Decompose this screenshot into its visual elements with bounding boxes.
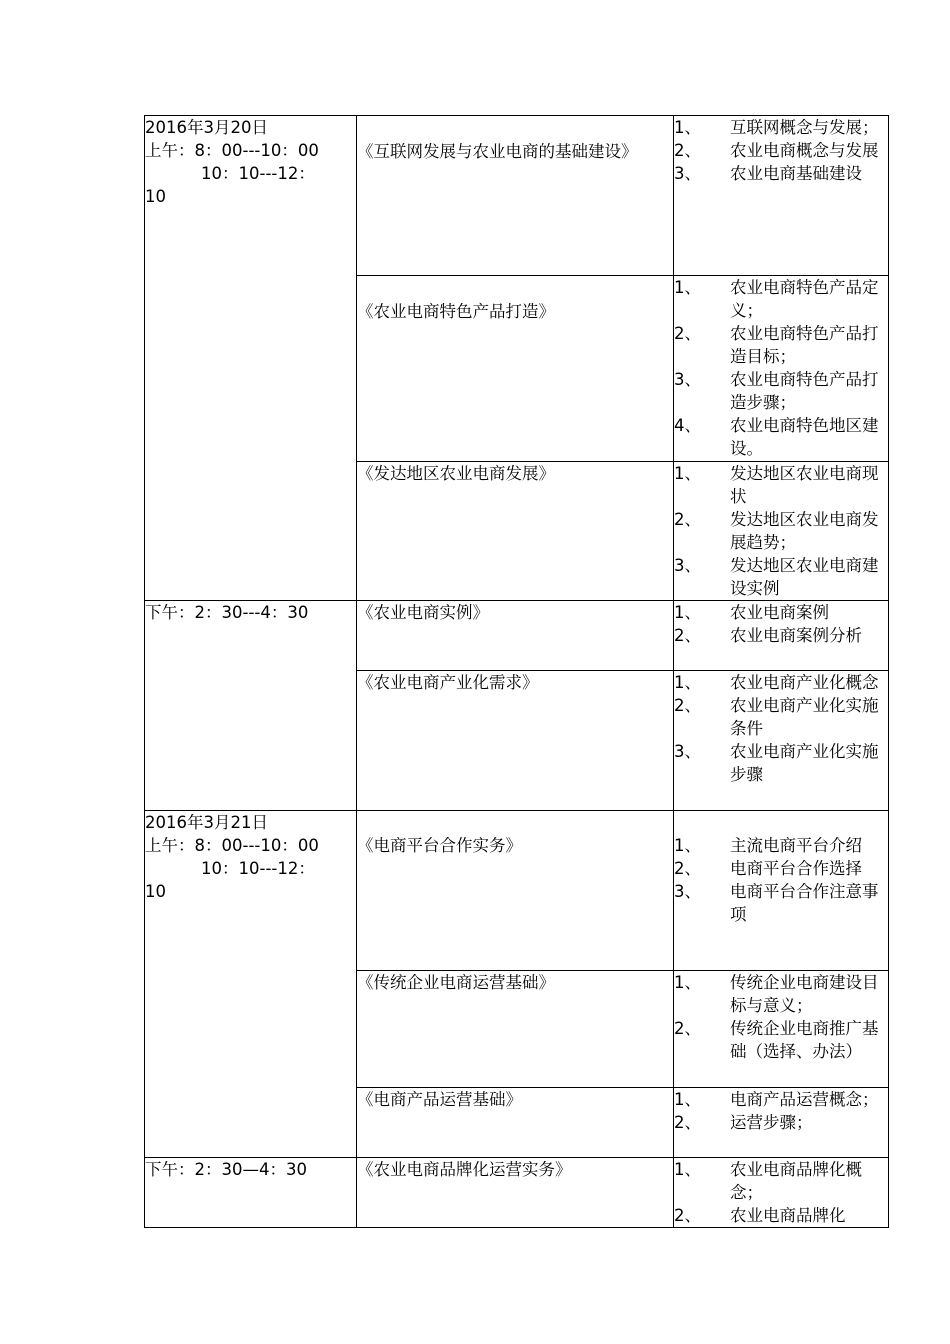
item-number: 1、 (674, 1090, 701, 1109)
item-number: 3、 (674, 882, 701, 901)
item-text: 互联网概念与发展； (730, 118, 879, 137)
course-title: 《发达地区农业电商发展》 (357, 462, 674, 601)
list-item (674, 276, 888, 322)
course-title: 《农业电商产业化需求》 (357, 671, 674, 811)
item-number: 2、 (674, 626, 701, 645)
list-item (674, 554, 888, 600)
course-title: 《电商平台合作实务》 (357, 811, 674, 971)
time-line: 10 (145, 187, 166, 206)
item-text: 发达地区农业电商现状 (730, 464, 879, 506)
item-text: 农业电商特色产品打造步骤； (730, 370, 879, 412)
time-line: 下午：2：30---4：30 (145, 603, 309, 622)
time-line: 下午：2：30—4：30 (145, 1160, 307, 1179)
item-number: 2、 (674, 696, 701, 715)
list-item (674, 322, 888, 368)
item-text: 传统企业电商建设目标与意义； (730, 973, 879, 1015)
item-number: 4、 (674, 416, 701, 435)
list-item (674, 162, 888, 185)
time-line: 10：10---12： (201, 164, 315, 183)
list-item (674, 116, 888, 139)
item-number: 2、 (674, 141, 701, 160)
points-cell (674, 276, 889, 462)
item-text: 农业电商特色地区建设。 (730, 416, 879, 458)
item-text: 农业电商品牌化 (730, 1206, 846, 1225)
list-item (674, 1017, 888, 1063)
list-item (674, 601, 888, 624)
item-number: 1、 (674, 1160, 701, 1179)
item-number: 1、 (674, 973, 701, 992)
course-title: 《农业电商品牌化运营实务》 (357, 1158, 674, 1228)
item-text: 农业电商基础建设 (730, 164, 862, 183)
item-number: 1、 (674, 278, 701, 297)
item-number: 2、 (674, 1019, 701, 1038)
time-line: 上午：8：00---10：00 (145, 141, 319, 160)
points-cell (674, 1158, 889, 1228)
course-title: 《农业电商特色产品打造》 (357, 276, 674, 462)
time-cell (145, 1158, 357, 1228)
points-cell (674, 462, 889, 601)
item-text: 运营步骤； (730, 1113, 813, 1132)
item-number: 1、 (674, 673, 701, 692)
item-text: 农业电商特色产品定义； (730, 278, 879, 320)
points-cell (674, 671, 889, 811)
item-number: 1、 (674, 836, 701, 855)
time-cell (145, 811, 357, 1158)
item-text: 农业电商品牌化概念； (730, 1160, 862, 1202)
course-title: 《传统企业电商运营基础》 (357, 971, 674, 1088)
item-text: 农业电商概念与发展 (730, 141, 879, 160)
item-number: 1、 (674, 603, 701, 622)
item-number: 2、 (674, 510, 701, 529)
item-number: 2、 (674, 859, 701, 878)
course-title: 《农业电商实例》 (357, 601, 674, 671)
course-title: 《电商产品运营基础》 (357, 1088, 674, 1158)
time-cell (145, 601, 357, 811)
item-text: 农业电商产业化概念 (730, 673, 879, 692)
list-item (674, 671, 888, 694)
list-item (674, 624, 888, 647)
list-item (674, 139, 888, 162)
item-text: 农业电商案例分析 (730, 626, 862, 645)
item-number: 3、 (674, 742, 701, 761)
list-item (674, 740, 888, 786)
item-text: 农业电商特色产品打造目标； (730, 324, 879, 366)
date-line: 2016年3月20日 (145, 118, 268, 137)
item-text: 电商平台合作选择 (730, 859, 862, 878)
table-row (145, 1158, 889, 1228)
item-number: 3、 (674, 164, 701, 183)
list-item (674, 1111, 888, 1134)
list-item (674, 694, 888, 740)
time-cell (145, 116, 357, 601)
list-item (674, 1158, 888, 1204)
item-text: 电商平台合作注意事项 (730, 882, 879, 924)
item-number: 2、 (674, 1206, 701, 1225)
date-line: 2016年3月21日 (145, 813, 268, 832)
schedule-body (145, 116, 889, 1228)
list-item (674, 1204, 888, 1227)
item-number: 2、 (674, 1113, 701, 1132)
list-item (674, 834, 888, 857)
table-row (145, 116, 889, 276)
points-cell (674, 1088, 889, 1158)
list-item (674, 508, 888, 554)
list-item (674, 880, 888, 926)
list-item (674, 462, 888, 508)
list-item (674, 414, 888, 460)
item-text: 电商产品运营概念； (730, 1090, 879, 1109)
list-item (674, 971, 888, 1017)
item-text: 农业电商产业化实施条件 (730, 696, 879, 738)
time-line: 上午：8：00---10：00 (145, 836, 319, 855)
item-number: 2、 (674, 324, 701, 343)
schedule-table (144, 115, 889, 1228)
item-number: 1、 (674, 118, 701, 137)
points-cell (674, 601, 889, 671)
list-item (674, 1088, 888, 1111)
table-row (145, 601, 889, 671)
time-line: 10 (145, 882, 166, 901)
item-text: 农业电商产业化实施步骤 (730, 742, 879, 784)
course-title: 《互联网发展与农业电商的基础建设》 (357, 116, 674, 276)
item-text: 主流电商平台介绍 (730, 836, 862, 855)
list-item (674, 368, 888, 414)
item-text: 发达地区农业电商发展趋势； (730, 510, 879, 552)
time-line: 10：10---12： (201, 859, 315, 878)
item-text: 农业电商案例 (730, 603, 829, 622)
list-item (674, 857, 888, 880)
item-text: 传统企业电商推广基础（选择、办法） (730, 1019, 879, 1061)
points-cell (674, 971, 889, 1088)
points-cell (674, 116, 889, 276)
item-number: 3、 (674, 370, 701, 389)
item-text: 发达地区农业电商建设实例 (730, 556, 879, 598)
table-row (145, 811, 889, 971)
points-cell (674, 811, 889, 971)
item-number: 1、 (674, 464, 701, 483)
item-number: 3、 (674, 556, 701, 575)
